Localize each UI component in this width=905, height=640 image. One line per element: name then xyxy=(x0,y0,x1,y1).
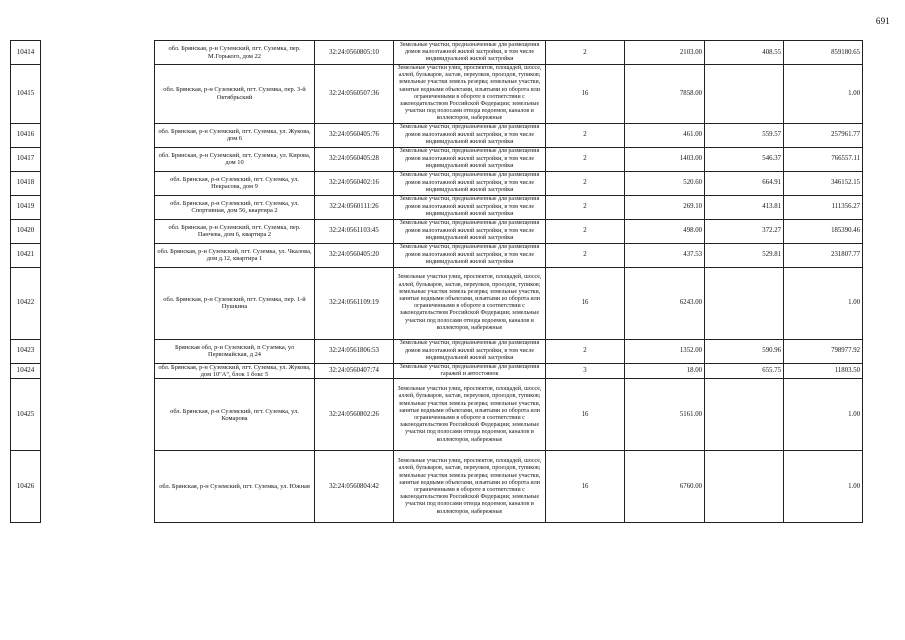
category-code-cell: 2 xyxy=(546,41,625,65)
table-row xyxy=(11,219,863,243)
table-body xyxy=(11,41,863,523)
row-spacer-cell xyxy=(41,65,155,124)
land-use-cell: Земельные участки, предназначенные для размещения домов малоэтажной жилой застройки, в том числе индивидуальной жилой застройки xyxy=(394,123,546,147)
row-id-cell: 10419 xyxy=(11,195,41,219)
table-row xyxy=(11,65,863,124)
cadastral-number-cell: 32:24:0560407:74 xyxy=(315,363,394,379)
area-cell: 498.00 xyxy=(625,219,705,243)
category-code-cell: 16 xyxy=(546,65,625,124)
area-cell: 269.10 xyxy=(625,195,705,219)
land-use-cell: Земельные участки, предназначенные для размещения домов малоэтажной жилой застройки, в том числе индивидуальной жилой застройки xyxy=(394,219,546,243)
category-code-cell: 2 xyxy=(546,171,625,195)
table-row xyxy=(11,243,863,267)
area-cell: 1403.00 xyxy=(625,147,705,171)
cadastral-number-cell: 32:24:0561103:45 xyxy=(315,219,394,243)
category-code-cell: 16 xyxy=(546,267,625,339)
category-code-cell: 16 xyxy=(546,451,625,523)
specific-value-cell: 664.91 xyxy=(705,171,784,195)
row-id-cell: 10421 xyxy=(11,243,41,267)
area-cell: 7858.00 xyxy=(625,65,705,124)
row-spacer-cell xyxy=(41,379,155,451)
row-spacer-cell xyxy=(41,219,155,243)
cadastral-number-cell: 32:24:0560402:16 xyxy=(315,171,394,195)
table-row xyxy=(11,171,863,195)
cadastral-number-cell: 32:24:0561109:19 xyxy=(315,267,394,339)
row-id-cell: 10420 xyxy=(11,219,41,243)
row-spacer-cell xyxy=(41,267,155,339)
address-cell: обл. Брянская, р-н Суземский, пгт. Суземка, пер. 1-й Пушкина xyxy=(155,267,315,339)
category-code-cell: 2 xyxy=(546,243,625,267)
table-row xyxy=(11,195,863,219)
area-cell: 5161.00 xyxy=(625,379,705,451)
address-cell: обл. Брянская, р-н Суземский, пгт. Суземка, ул. Некрасова, дом 9 xyxy=(155,171,315,195)
specific-value-cell: 413.81 xyxy=(705,195,784,219)
area-cell: 6760.00 xyxy=(625,451,705,523)
address-cell: обл. Брянская, р-н Суземский, пгт. Суземка, ул. Жукова, дом 6 xyxy=(155,123,315,147)
cadastral-number-cell: 32:24:0560804:42 xyxy=(315,451,394,523)
row-id-cell: 10415 xyxy=(11,65,41,124)
table-row xyxy=(11,41,863,65)
row-id-cell: 10416 xyxy=(11,123,41,147)
page-number: 691 xyxy=(875,16,890,26)
category-code-cell: 2 xyxy=(546,195,625,219)
cadastral-value-cell: 859180.65 xyxy=(784,41,863,65)
specific-value-cell: 546.37 xyxy=(705,147,784,171)
row-id-cell: 10424 xyxy=(11,363,41,379)
address-cell: обл. Брянская, р-н Суземский, пгт. Суземка, ул. Чкалова, дом д.12, квартира 1 xyxy=(155,243,315,267)
row-spacer-cell xyxy=(41,451,155,523)
table-row xyxy=(11,123,863,147)
area-cell: 520.60 xyxy=(625,171,705,195)
address-cell: Брянская обл, р-н Суземский, п Суземка, ул Первомайская, д 24 xyxy=(155,339,315,363)
land-use-cell: Земельные участки, предназначенные для размещения домов малоэтажной жилой застройки, в том числе индивидуальной жилой застройки xyxy=(394,41,546,65)
land-use-cell: Земельные участки, предназначенные для размещения домов малоэтажной жилой застройки, в том числе индивидуальной жилой застройки xyxy=(394,147,546,171)
cadastral-value-cell: 1.00 xyxy=(784,379,863,451)
table-row xyxy=(11,267,863,339)
address-cell: обл. Брянская, р-н Суземский, пгт. Суземка, пер. 3-й Октябрьский xyxy=(155,65,315,124)
cadastral-value-cell: 11803.50 xyxy=(784,363,863,379)
address-cell: обл. Брянская, р-н Суземский, пгт. Суземка, пер. М.Горького, дом 22 xyxy=(155,41,315,65)
land-use-cell: Земельные участки, предназначенные для размещения гаражей и автостоянок xyxy=(394,363,546,379)
row-id-cell: 10418 xyxy=(11,171,41,195)
cadastral-value-cell: 1.00 xyxy=(784,451,863,523)
row-id-cell: 10414 xyxy=(11,41,41,65)
cadastral-value-cell: 766557.11 xyxy=(784,147,863,171)
table-row xyxy=(11,363,863,379)
row-id-cell: 10423 xyxy=(11,339,41,363)
cadastral-value-table xyxy=(10,40,863,523)
category-code-cell: 2 xyxy=(546,147,625,171)
category-code-cell: 2 xyxy=(546,219,625,243)
land-use-cell: Земельные участки, предназначенные для размещения домов малоэтажной жилой застройки, в том числе индивидуальной жилой застройки xyxy=(394,339,546,363)
area-cell: 18.00 xyxy=(625,363,705,379)
land-use-cell: Земельные участки улиц, проспектов, площадей, шоссе, аллей, бульваров, застав, переулков, проездов, тупиков; земельные участки земель резерва; земельные участки, занятые водными объектами, изъятыми из оборота или ограниченными в обороте в соответствии с законодательством Российской Федерации; земельные участки под полосами отвода водоемов, каналов и коллекторов, набережные xyxy=(394,451,546,523)
category-code-cell: 2 xyxy=(546,339,625,363)
category-code-cell: 3 xyxy=(546,363,625,379)
row-id-cell: 10422 xyxy=(11,267,41,339)
specific-value-cell: 655.75 xyxy=(705,363,784,379)
cadastral-value-cell: 346152.15 xyxy=(784,171,863,195)
category-code-cell: 2 xyxy=(546,123,625,147)
cadastral-number-cell: 32:24:0561806:53 xyxy=(315,339,394,363)
area-cell: 461.00 xyxy=(625,123,705,147)
cadastral-number-cell: 32:24:0560405:20 xyxy=(315,243,394,267)
cadastral-value-cell: 798977.92 xyxy=(784,339,863,363)
row-spacer-cell xyxy=(41,123,155,147)
specific-value-cell: 372.27 xyxy=(705,219,784,243)
row-id-cell: 10426 xyxy=(11,451,41,523)
land-use-cell: Земельные участки, предназначенные для размещения домов малоэтажной жилой застройки, в том числе индивидуальной жилой застройки xyxy=(394,171,546,195)
cadastral-number-cell: 32:24:0560802:26 xyxy=(315,379,394,451)
specific-value-cell: 590.96 xyxy=(705,339,784,363)
row-spacer-cell xyxy=(41,147,155,171)
address-cell: обл. Брянская, р-н Суземский, пгт. Суземка, ул. Жукова, дом 10"А", блок 1 бокс 5 xyxy=(155,363,315,379)
land-use-cell: Земельные участки, предназначенные для размещения домов малоэтажной жилой застройки, в том числе индивидуальной жилой застройки xyxy=(394,243,546,267)
land-use-cell: Земельные участки улиц, проспектов, площадей, шоссе, аллей, бульваров, застав, переулков, проездов, тупиков; земельные участки земель резерва; земельные участки, занятые водными объектами, изъятыми из оборота или ограниченными в обороте в соответствии с законодательством Российской Федерации; земельные участки под полосами отвода водоемов, каналов и коллекторов, набережные xyxy=(394,267,546,339)
cadastral-number-cell: 32:24:0560805:10 xyxy=(315,41,394,65)
row-spacer-cell xyxy=(41,41,155,65)
land-use-cell: Земельные участки улиц, проспектов, площадей, шоссе, аллей, бульваров, застав, переулков, проездов, тупиков; земельные участки земель резерва; земельные участки, занятые водными объектами, изъятыми из оборота или ограниченными в обороте в соответствии с законодательством Российской Федерации; земельные участки под полосами отвода водоемов, каналов и коллекторов, набережные xyxy=(394,65,546,124)
area-cell: 6243.00 xyxy=(625,267,705,339)
cadastral-value-cell: 1.00 xyxy=(784,267,863,339)
table-row xyxy=(11,147,863,171)
cadastral-number-cell: 32:24:0560405:28 xyxy=(315,147,394,171)
table-row xyxy=(11,339,863,363)
row-spacer-cell xyxy=(41,363,155,379)
land-use-cell: Земельные участки улиц, проспектов, площадей, шоссе, аллей, бульваров, застав, переулков, проездов, тупиков; земельные участки земель резерва; земельные участки, занятые водными объектами, изъятыми из оборота или ограниченными в обороте в соответствии с законодательством Российской Федерации; земельные участки под полосами отвода водоемов, каналов и коллекторов, набережные xyxy=(394,379,546,451)
row-id-cell: 10417 xyxy=(11,147,41,171)
area-cell: 2103.00 xyxy=(625,41,705,65)
category-code-cell: 16 xyxy=(546,379,625,451)
specific-value-cell xyxy=(705,451,784,523)
address-cell: обл. Брянская, р-н Суземский, пгт. Суземка, пер. Панчева, дом 6, квартира 2 xyxy=(155,219,315,243)
land-use-cell: Земельные участки, предназначенные для размещения домов малоэтажной жилой застройки, в том числе индивидуальной жилой застройки xyxy=(394,195,546,219)
row-spacer-cell xyxy=(41,195,155,219)
address-cell: обл. Брянская, р-н Суземский, пгт. Суземка, ул. Комарова xyxy=(155,379,315,451)
specific-value-cell: 529.81 xyxy=(705,243,784,267)
cadastral-value-cell: 111356.27 xyxy=(784,195,863,219)
address-cell: обл. Брянская, р-н Суземский, пгт. Суземка, ул. Южная xyxy=(155,451,315,523)
specific-value-cell xyxy=(705,65,784,124)
specific-value-cell: 559.57 xyxy=(705,123,784,147)
specific-value-cell: 408.55 xyxy=(705,41,784,65)
cadastral-number-cell: 32:24:0560111:26 xyxy=(315,195,394,219)
cadastral-value-cell: 257961.77 xyxy=(784,123,863,147)
address-cell: обл. Брянская, р-н Суземский, пгт. Суземка, ул. Спортивная, дом 56, квартира 2 xyxy=(155,195,315,219)
table-row xyxy=(11,451,863,523)
cadastral-number-cell: 32:24:0560507:36 xyxy=(315,65,394,124)
cadastral-value-cell: 185390.46 xyxy=(784,219,863,243)
cadastral-value-cell: 231807.77 xyxy=(784,243,863,267)
row-spacer-cell xyxy=(41,243,155,267)
table-row xyxy=(11,379,863,451)
specific-value-cell xyxy=(705,379,784,451)
row-spacer-cell xyxy=(41,339,155,363)
cadastral-value-cell: 1.00 xyxy=(784,65,863,124)
row-id-cell: 10425 xyxy=(11,379,41,451)
address-cell: обл. Брянская, р-н Суземский, пгт. Суземка, ул. Кирова, дом 10 xyxy=(155,147,315,171)
row-spacer-cell xyxy=(41,171,155,195)
specific-value-cell xyxy=(705,267,784,339)
cadastral-number-cell: 32:24:0560405:76 xyxy=(315,123,394,147)
area-cell: 437.53 xyxy=(625,243,705,267)
area-cell: 1352.00 xyxy=(625,339,705,363)
